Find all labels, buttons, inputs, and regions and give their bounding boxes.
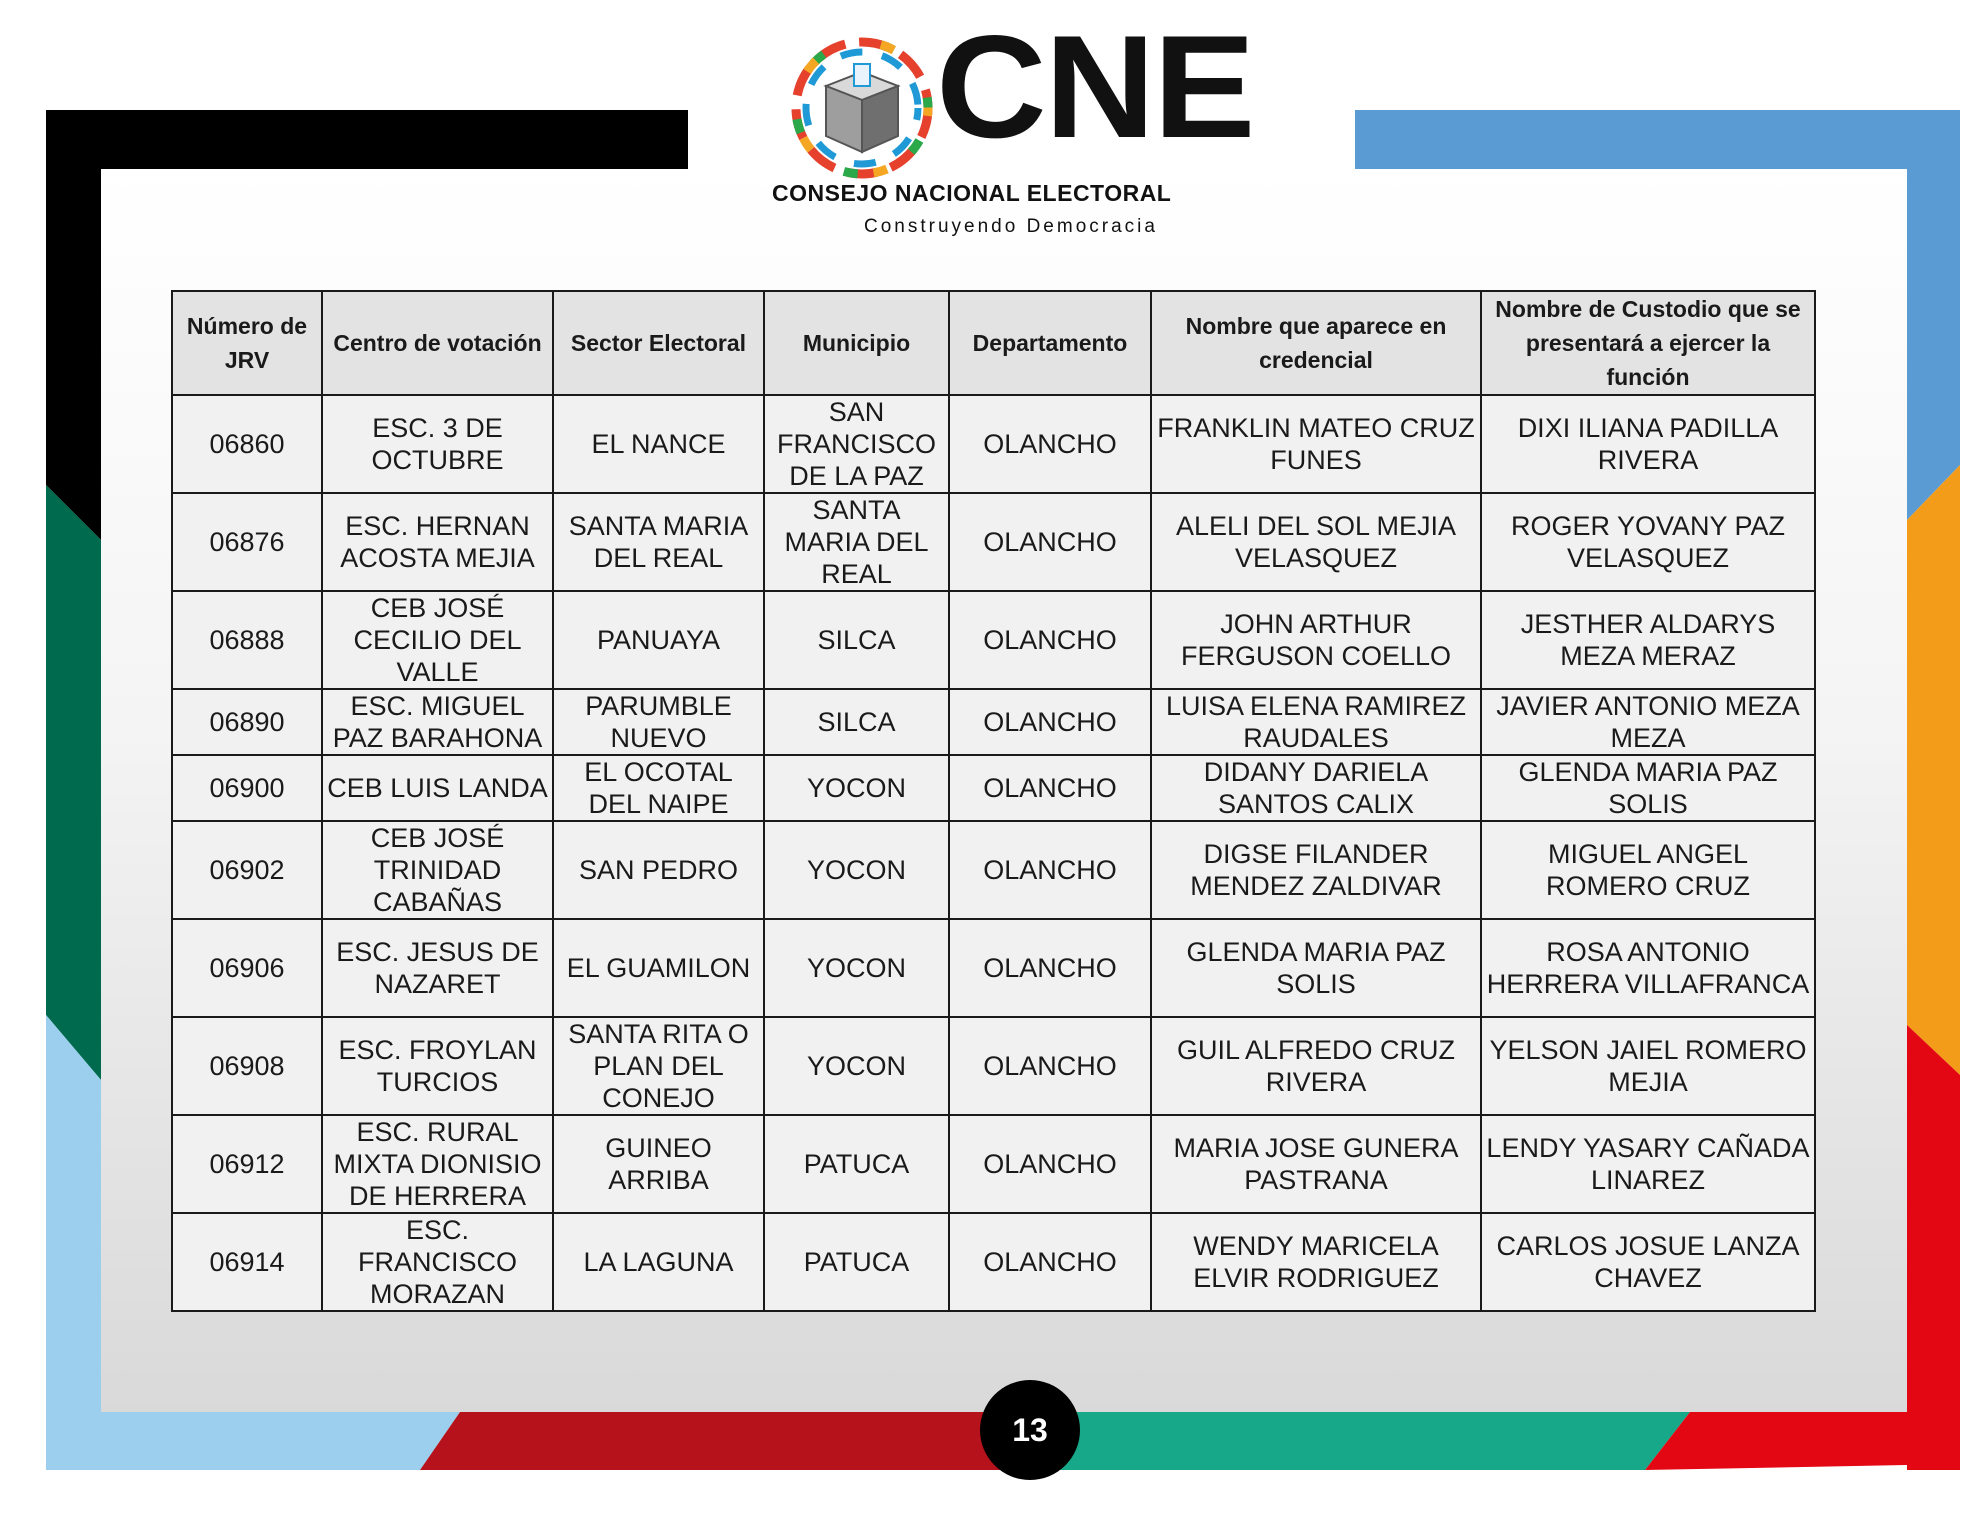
cell-electoral-sector: PARUMBLE NUEVO <box>553 689 764 755</box>
frame-right-red <box>1907 1025 1960 1470</box>
cell-credential-name: GUIL ALFREDO CRUZ RIVERA <box>1151 1017 1481 1115</box>
header-jrv-number: Número de JRV <box>172 291 322 395</box>
frame-bottom-teal <box>1030 1412 1690 1470</box>
cell-municipality: YOCON <box>764 821 949 919</box>
cell-electoral-sector: SANTA RITA O PLAN DEL CONEJO <box>553 1017 764 1115</box>
cell-credential-name: DIGSE FILANDER MENDEZ ZALDIVAR <box>1151 821 1481 919</box>
cell-department: OLANCHO <box>949 395 1151 493</box>
cell-department: OLANCHO <box>949 1213 1151 1311</box>
cell-jrv-number: 06888 <box>172 591 322 689</box>
frame-left-green <box>46 485 101 1080</box>
table-row <box>172 591 1815 689</box>
cell-electoral-sector: PANUAYA <box>553 591 764 689</box>
cell-voting-center: CEB LUIS LANDA <box>322 755 553 821</box>
table-row <box>172 1017 1815 1115</box>
cell-municipality: YOCON <box>764 919 949 1017</box>
cell-custodian-name: JAVIER ANTONIO MEZA MEZA <box>1481 689 1815 755</box>
header-electoral-sector: Sector Electoral <box>553 291 764 395</box>
cell-jrv-number: 06890 <box>172 689 322 755</box>
header-credential-name: Nombre que aparece en credencial <box>1151 291 1481 395</box>
header-voting-center: Centro de votación <box>322 291 553 395</box>
cell-electoral-sector: GUINEO ARRIBA <box>553 1115 764 1213</box>
table-row <box>172 755 1815 821</box>
cell-credential-name: LUISA ELENA RAMIREZ RAUDALES <box>1151 689 1481 755</box>
cell-custodian-name: ROGER YOVANY PAZ VELASQUEZ <box>1481 493 1815 591</box>
table-row <box>172 493 1815 591</box>
cell-electoral-sector: EL OCOTAL DEL NAIPE <box>553 755 764 821</box>
cell-custodian-name: DIXI ILIANA PADILLA RIVERA <box>1481 395 1815 493</box>
logo-tagline: Construyendo Democracia <box>864 216 1158 237</box>
page-number-badge: 13 <box>980 1380 1080 1480</box>
ballot-box-icon <box>780 24 950 194</box>
cell-voting-center: CEB JOSÉ CECILIO DEL VALLE <box>322 591 553 689</box>
cell-custodian-name: GLENDA MARIA PAZ SOLIS <box>1481 755 1815 821</box>
cell-electoral-sector: SAN PEDRO <box>553 821 764 919</box>
frame-bottom-darkred <box>420 1412 1030 1470</box>
cell-municipality: SILCA <box>764 591 949 689</box>
cell-municipality: PATUCA <box>764 1213 949 1311</box>
cell-municipality: SILCA <box>764 689 949 755</box>
cell-jrv-number: 06906 <box>172 919 322 1017</box>
cell-municipality: PATUCA <box>764 1115 949 1213</box>
cell-department: OLANCHO <box>949 1115 1151 1213</box>
cell-electoral-sector: EL GUAMILON <box>553 919 764 1017</box>
cell-jrv-number: 06914 <box>172 1213 322 1311</box>
cell-custodian-name: YELSON JAIEL ROMERO MEJIA <box>1481 1017 1815 1115</box>
cell-department: OLANCHO <box>949 919 1151 1017</box>
frame-bottom-red <box>1645 1412 1907 1470</box>
header-custodian-name: Nombre de Custodio que se presentará a ejercer la función <box>1481 291 1815 395</box>
cell-department: OLANCHO <box>949 755 1151 821</box>
cell-voting-center: ESC. HERNAN ACOSTA MEJIA <box>322 493 553 591</box>
table-row <box>172 1213 1815 1311</box>
cell-credential-name: FRANKLIN MATEO CRUZ FUNES <box>1151 395 1481 493</box>
cell-jrv-number: 06860 <box>172 395 322 493</box>
cell-custodian-name: MIGUEL ANGEL ROMERO CRUZ <box>1481 821 1815 919</box>
cell-department: OLANCHO <box>949 493 1151 591</box>
cell-voting-center: ESC. FRANCISCO MORAZAN <box>322 1213 553 1311</box>
cell-electoral-sector: LA LAGUNA <box>553 1213 764 1311</box>
table-row <box>172 395 1815 493</box>
table-row <box>172 919 1815 1017</box>
cell-voting-center: ESC. FROYLAN TURCIOS <box>322 1017 553 1115</box>
frame-right-orange <box>1907 465 1960 1075</box>
cell-voting-center: ESC. RURAL MIXTA DIONISIO DE HERRERA <box>322 1115 553 1213</box>
cell-department: OLANCHO <box>949 689 1151 755</box>
cell-credential-name: GLENDA MARIA PAZ SOLIS <box>1151 919 1481 1017</box>
cell-jrv-number: 06900 <box>172 755 322 821</box>
table-header-row <box>172 291 1815 395</box>
cell-custodian-name: CARLOS JOSUE LANZA CHAVEZ <box>1481 1213 1815 1311</box>
cell-voting-center: CEB JOSÉ TRINIDAD CABAÑAS <box>322 821 553 919</box>
logo-abbreviation: CNE <box>936 5 1254 168</box>
cell-credential-name: MARIA JOSE GUNERA PASTRANA <box>1151 1115 1481 1213</box>
cell-credential-name: DIDANY DARIELA SANTOS CALIX <box>1151 755 1481 821</box>
cell-voting-center: ESC. MIGUEL PAZ BARAHONA <box>322 689 553 755</box>
cell-voting-center: ESC. 3 DE OCTUBRE <box>322 395 553 493</box>
table-row <box>172 821 1815 919</box>
cell-custodian-name: ROSA ANTONIO HERRERA VILLAFRANCA <box>1481 919 1815 1017</box>
jrv-custodian-table <box>171 290 1816 1312</box>
cell-jrv-number: 06908 <box>172 1017 322 1115</box>
cell-municipality: YOCON <box>764 755 949 821</box>
cell-custodian-name: LENDY YASARY CAÑADA LINAREZ <box>1481 1115 1815 1213</box>
table-row <box>172 689 1815 755</box>
cell-department: OLANCHO <box>949 1017 1151 1115</box>
cne-logo <box>772 5 1254 250</box>
cell-department: OLANCHO <box>949 821 1151 919</box>
cell-credential-name: JOHN ARTHUR FERGUSON COELLO <box>1151 591 1481 689</box>
cell-custodian-name: JESTHER ALDARYS MEZA MERAZ <box>1481 591 1815 689</box>
cell-electoral-sector: SANTA MARIA DEL REAL <box>553 493 764 591</box>
header-municipality: Municipio <box>764 291 949 395</box>
cell-department: OLANCHO <box>949 591 1151 689</box>
cell-electoral-sector: EL NANCE <box>553 395 764 493</box>
cell-credential-name: WENDY MARICELA ELVIR RODRIGUEZ <box>1151 1213 1481 1311</box>
organization-name: CONSEJO NACIONAL ELECTORAL <box>772 180 1172 206</box>
header-department: Departamento <box>949 291 1151 395</box>
table-row <box>172 1115 1815 1213</box>
cell-jrv-number: 06912 <box>172 1115 322 1213</box>
cell-credential-name: ALELI DEL SOL MEJIA VELASQUEZ <box>1151 493 1481 591</box>
cell-municipality: YOCON <box>764 1017 949 1115</box>
cell-municipality: SAN FRANCISCO DE LA PAZ <box>764 395 949 493</box>
cell-jrv-number: 06902 <box>172 821 322 919</box>
cell-municipality: SANTA MARIA DEL REAL <box>764 493 949 591</box>
cell-voting-center: ESC. JESUS DE NAZARET <box>322 919 553 1017</box>
cell-jrv-number: 06876 <box>172 493 322 591</box>
